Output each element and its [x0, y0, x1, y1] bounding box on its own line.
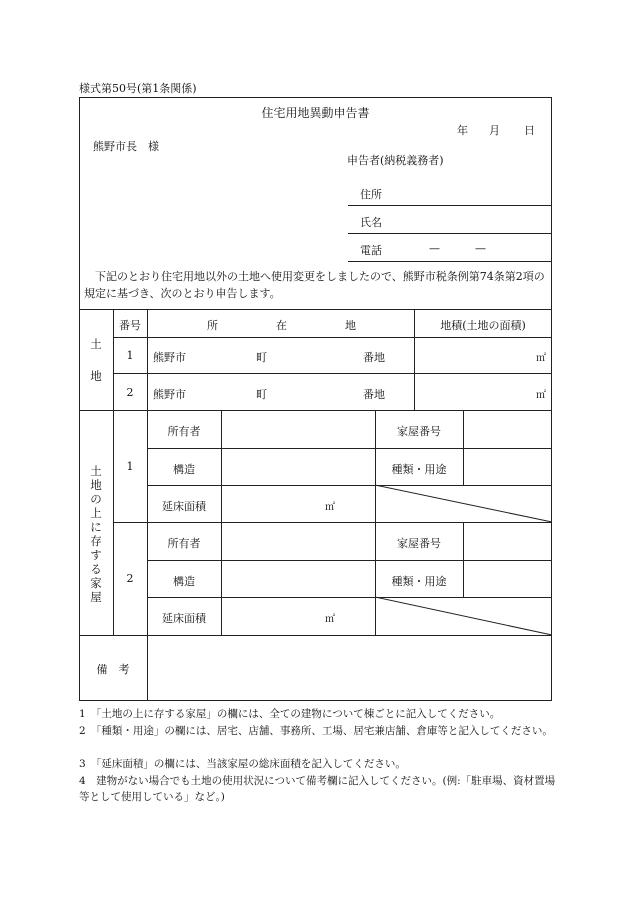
diagonal-strike-2: [375, 597, 552, 635]
diagonal-strike-1: [375, 485, 552, 522]
date-year-label: 年: [457, 124, 468, 137]
house-group-2-number: 2: [126, 572, 134, 585]
land-row-2-area-unit: ㎡: [536, 390, 546, 401]
phone-underline: [348, 261, 552, 262]
land-col-location-2: 在: [276, 319, 287, 332]
land-row-2-city: 熊野市: [153, 388, 186, 401]
addressee: 熊野市長 様: [93, 140, 159, 153]
note-4: 4 建物がない場合でも土地の使用状況について備考欄に記入してください。(例:「駐車場、資材置場等として使用している」など。): [79, 775, 556, 803]
applicant-heading: 申告者(納税義務者): [347, 154, 444, 167]
phone-label: 電話: [360, 244, 382, 257]
form-number: 様式第50号(第1条関係): [79, 82, 197, 95]
house-1-structure-label: 構造: [173, 463, 195, 476]
address-label: 住所: [360, 188, 382, 201]
house-2-house-number-label: 家屋番号: [397, 537, 441, 550]
house-2-kind-use-label: 種類・用途: [391, 575, 447, 588]
house-1-house-number-label: 家屋番号: [397, 425, 441, 438]
house-2-structure-label: 構造: [173, 575, 195, 588]
land-row-1-lot: 番地: [363, 351, 385, 364]
house-1-kind-use-label: 種類・用途: [391, 463, 447, 476]
house-group-1-number: 1: [126, 460, 134, 473]
statement-text: 下記のとおり住宅用地以外の土地へ使用変更をしましたので、熊野市税条例第74条第2項の規定に基づき、次のとおり申告します。: [84, 270, 545, 300]
land-col-area: 地積(土地の面積): [440, 319, 526, 332]
land-col-number: 番号: [119, 319, 141, 332]
house-2-floor-area-unit: ㎡: [325, 614, 335, 625]
land-row-1-city: 熊野市: [153, 351, 186, 364]
phone-dash-2: —: [475, 242, 486, 255]
land-section-label: 土 地: [90, 337, 102, 383]
remarks-label: 備 考: [96, 663, 130, 676]
land-row-1-town: 町: [256, 351, 267, 364]
house-2-owner-label: 所有者: [167, 537, 201, 550]
land-col-location-1: 所: [207, 319, 218, 332]
form-title: 住宅用地異動申告書: [261, 106, 370, 120]
date-month-label: 月: [489, 124, 500, 137]
date-day-label: 日: [524, 124, 535, 137]
land-row-2-lot: 番地: [363, 388, 385, 401]
land-col-location-3: 地: [345, 319, 356, 332]
house-section-label: 土 地 の 上 に 存 す る 家 屋: [90, 464, 102, 604]
land-row-2-town: 町: [256, 388, 267, 401]
phone-dash-1: —: [429, 242, 440, 255]
house-1-owner-label: 所有者: [167, 425, 201, 438]
note-2: 2 「種類・用途」の欄には、居宅、店舗、事務所、工場、居宅兼店舗、倉庫等と記入してください。: [79, 725, 553, 737]
house-1-floor-area-label: 延床面積: [162, 500, 206, 513]
note-1: 1 「土地の上に存する家屋」の欄には、全ての建物について棟ごとに記入してください。: [79, 708, 501, 720]
note-3: 3 「延床面積」の欄には、当該家屋の総床面積を記入してください。: [79, 758, 406, 770]
house-2-floor-area-label: 延床面積: [162, 612, 206, 625]
land-row-1-area-unit: ㎡: [536, 353, 546, 364]
name-underline: [348, 233, 552, 234]
house-1-floor-area-unit: ㎡: [325, 502, 335, 513]
land-row-2-number: 2: [126, 386, 134, 399]
name-label: 氏名: [360, 216, 382, 229]
address-underline: [348, 205, 552, 206]
land-row-1-number: 1: [126, 349, 134, 362]
